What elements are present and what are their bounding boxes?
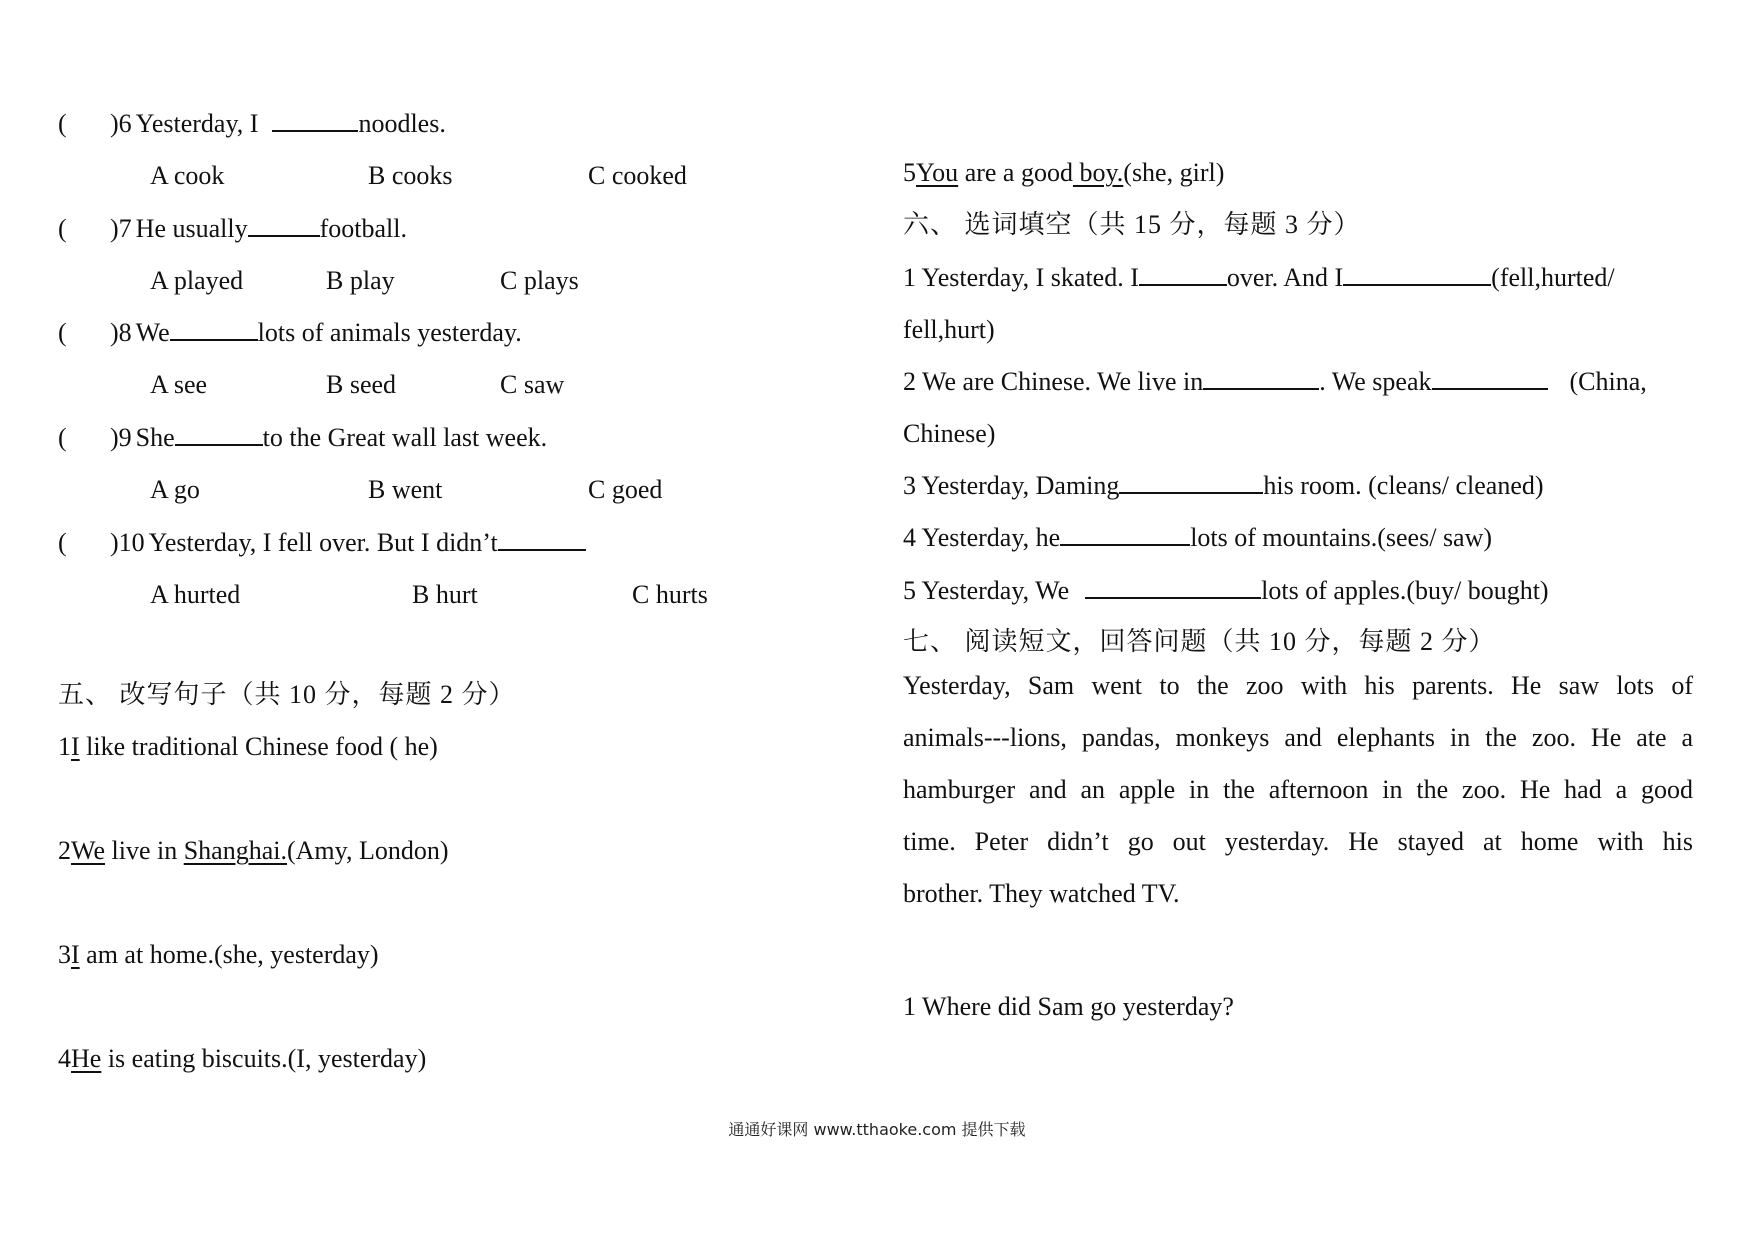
sentence-text: live in xyxy=(105,836,184,865)
question-text: Yesterday, I fell over. But I didn’t xyxy=(148,528,498,557)
answer-blank[interactable] xyxy=(170,317,258,341)
underlined-word: boy. xyxy=(1072,158,1124,187)
passage-line: time. Peter didn’t go out yesterday. He stayed at home with his xyxy=(903,827,1693,856)
option-c[interactable]: C hurts xyxy=(632,580,708,609)
sentence-text: (Amy, London) xyxy=(286,836,449,865)
mc-question xyxy=(58,212,407,246)
underlined-word: I xyxy=(71,940,80,969)
option-c[interactable]: C goed xyxy=(588,475,663,504)
section-5-heading: 五、 改写句子（共 10 分，每题 2 分） xyxy=(58,680,516,709)
underlined-word: You xyxy=(916,158,959,187)
question-text: We xyxy=(135,318,170,347)
question-number: )7 xyxy=(110,214,132,243)
answer-blank[interactable] xyxy=(175,422,263,446)
rewrite-item-1 xyxy=(58,730,438,764)
answer-blank[interactable] xyxy=(1343,262,1491,286)
section-7-heading: 七、 阅读短文，回答问题（共 10 分，每题 2 分） xyxy=(903,627,1496,656)
option-b[interactable]: B hurt xyxy=(412,580,478,609)
option-a[interactable]: A hurted xyxy=(150,580,241,609)
rewrite-item-4 xyxy=(58,1042,426,1076)
option-b[interactable]: B seed xyxy=(326,370,397,399)
answer-paren[interactable]: ( xyxy=(58,528,67,557)
item-number: 1 xyxy=(58,732,71,761)
answer-blank[interactable] xyxy=(1119,470,1263,494)
option-a[interactable]: A see xyxy=(150,370,208,399)
option-a[interactable]: A cook xyxy=(150,161,225,190)
section-6-heading: 六、 选词填空（共 15 分，每题 3 分） xyxy=(903,210,1361,239)
option-b[interactable]: B play xyxy=(326,266,395,295)
item-number: 3 xyxy=(58,940,71,969)
sentence-text: like traditional Chinese food ( he) xyxy=(79,732,438,761)
fill-item-2: 2 We are Chinese. We live in . We speak (China, xyxy=(903,367,1647,396)
question-number: )9 xyxy=(110,423,132,452)
sentence-text: (she, girl) xyxy=(1123,158,1225,187)
answer-paren[interactable]: ( xyxy=(58,109,67,138)
passage-line: brother. They watched TV. xyxy=(903,879,1180,908)
option-c[interactable]: C plays xyxy=(500,266,579,295)
option-a[interactable]: A go xyxy=(150,475,200,504)
underlined-word: We xyxy=(71,836,105,865)
answer-blank[interactable] xyxy=(1139,262,1227,286)
passage-line: Yesterday, Sam went to the zoo with his parents. He saw lots of xyxy=(903,671,1693,700)
passage-line: animals---lions, pandas, monkeys and elephants in the zoo. He ate a xyxy=(903,723,1693,752)
option-b[interactable]: B cooks xyxy=(368,161,453,190)
underlined-word: Shanghai. xyxy=(183,836,287,865)
passage-line: hamburger and an apple in the afternoon in the zoo. He had a good xyxy=(903,775,1693,804)
fill-item-2-continued: Chinese) xyxy=(903,419,996,448)
question-text-end: lots of animals yesterday. xyxy=(257,318,522,347)
question-text: He usually xyxy=(135,214,248,243)
fill-item-4: 4 Yesterday, he lots of mountains.(sees/ saw) xyxy=(903,523,1493,552)
answer-paren[interactable]: ( xyxy=(58,318,67,347)
underlined-word: He xyxy=(71,1044,102,1073)
fill-item-1-continued: fell,hurt) xyxy=(903,315,995,344)
option-b[interactable]: B went xyxy=(368,475,443,504)
option-a[interactable]: A played xyxy=(150,266,244,295)
sentence-text: are a good xyxy=(958,158,1073,187)
item-number: 2 xyxy=(58,836,71,865)
question-number: )6 xyxy=(110,109,132,138)
item-number: 4 xyxy=(58,1044,71,1073)
rewrite-item-2 xyxy=(58,834,449,868)
question-text: Yesterday, I xyxy=(135,109,259,138)
question-text: She xyxy=(135,423,175,452)
mc-question xyxy=(58,526,586,560)
rewrite-item-5 xyxy=(903,156,1224,190)
sentence-text: am at home.(she, yesterday) xyxy=(79,940,379,969)
sentence-text: is eating biscuits.(I, yesterday) xyxy=(101,1044,427,1073)
answer-paren[interactable]: ( xyxy=(58,423,67,452)
underlined-word: I xyxy=(71,732,80,761)
fill-item-3: 3 Yesterday, Daming his room. (cleans/ cleaned) xyxy=(903,471,1544,500)
answer-blank[interactable] xyxy=(1432,366,1548,390)
answer-blank[interactable] xyxy=(1060,522,1190,546)
option-c[interactable]: C cooked xyxy=(588,161,687,190)
question-text-end: football. xyxy=(319,214,407,243)
answer-blank[interactable] xyxy=(498,527,586,551)
question-text-end: noodles. xyxy=(358,109,446,138)
answer-blank[interactable] xyxy=(272,108,358,132)
item-number: 5 xyxy=(903,158,916,187)
answer-blank[interactable] xyxy=(1203,366,1319,390)
reading-question-1: 1 Where did Sam go yesterday? xyxy=(903,992,1234,1021)
footer-source: 通通好课网 www.tthaoke.com 提供下载 xyxy=(728,1120,1026,1139)
question-text-end: to the Great wall last week. xyxy=(262,423,548,452)
answer-blank[interactable] xyxy=(248,213,320,237)
fill-item-5: 5 Yesterday, We lots of apples.(buy/ bought) xyxy=(903,576,1549,605)
question-number: )8 xyxy=(110,318,132,347)
answer-paren[interactable]: ( xyxy=(58,214,67,243)
mc-question xyxy=(58,421,547,455)
mc-question xyxy=(58,316,522,350)
option-c[interactable]: C saw xyxy=(500,370,565,399)
fill-item-1: 1 Yesterday, I skated. I over. And I (fell,hurted/ xyxy=(903,263,1615,292)
answer-blank[interactable] xyxy=(1085,575,1261,599)
rewrite-item-3 xyxy=(58,938,379,972)
mc-question xyxy=(58,107,446,141)
question-number: )10 xyxy=(110,528,145,557)
